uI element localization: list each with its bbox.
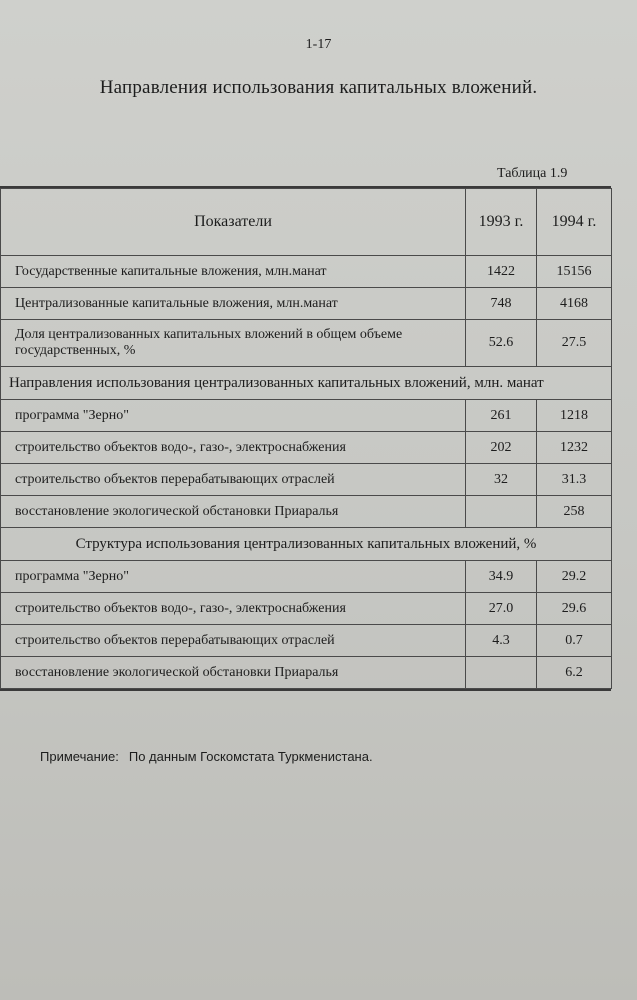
section-heading-row [1, 367, 612, 400]
row-label: Централизованные капитальные вложения, млн.манат [1, 288, 466, 320]
value-1993: 1422 [466, 256, 537, 288]
value-1994: 258 [537, 496, 612, 528]
value-1994: 31.3 [537, 464, 612, 496]
section-heading: Структура использования централизованных капитальных вложений, % [1, 528, 612, 561]
page-title: Направления использования капитальных вложений. [99, 77, 538, 98]
table-row [1, 400, 612, 432]
value-1994: 29.2 [537, 561, 612, 593]
value-1993 [466, 657, 537, 689]
row-label: строительство объектов водо-, газо-, электроснабжения [1, 593, 466, 625]
section-heading-row [1, 528, 612, 561]
value-1993: 4.3 [466, 625, 537, 657]
value-1994: 4168 [537, 288, 612, 320]
value-1994: 1218 [537, 400, 612, 432]
row-label: восстановление экологической обстановки Приаралья [1, 496, 466, 528]
value-1993: 34.9 [466, 561, 537, 593]
table-header-row [1, 189, 612, 256]
row-label: Доля централизованных капитальных вложений в общем объеме государственных, % [1, 320, 466, 367]
table-row [1, 593, 612, 625]
data-table-frame [0, 186, 611, 691]
value-1993: 27.0 [466, 593, 537, 625]
table-row [1, 432, 612, 464]
footnote-label: Примечание: [40, 749, 119, 764]
footnote [40, 749, 373, 764]
footnote-text: По данным Госкомстата Туркменистана. [128, 749, 373, 764]
table-row [1, 561, 612, 593]
row-label: программа "Зерно" [1, 561, 466, 593]
header-1994: 1994 г. [537, 189, 612, 256]
value-1993: 261 [466, 400, 537, 432]
table-row [1, 657, 612, 689]
section-heading: Направления использования централизованных капитальных вложений, млн. манат [1, 367, 612, 400]
table-caption: Таблица 1.9 [497, 166, 568, 181]
table-row [1, 625, 612, 657]
value-1994: 1232 [537, 432, 612, 464]
table-row [1, 320, 612, 367]
data-table [0, 188, 612, 689]
value-1994: 15156 [537, 256, 612, 288]
row-label: строительство объектов водо-, газо-, электроснабжения [1, 432, 466, 464]
page-number: 1-17 [305, 37, 332, 52]
row-label: восстановление экологической обстановки Приаралья [1, 657, 466, 689]
row-label: строительство объектов перерабатывающих отраслей [1, 625, 466, 657]
value-1994: 27.5 [537, 320, 612, 367]
table-row [1, 464, 612, 496]
value-1994: 0.7 [537, 625, 612, 657]
header-1993: 1993 г. [466, 189, 537, 256]
value-1993: 52.6 [466, 320, 537, 367]
row-label: Государственные капитальные вложения, млн.манат [1, 256, 466, 288]
value-1993: 32 [466, 464, 537, 496]
value-1994: 6.2 [537, 657, 612, 689]
value-1993: 202 [466, 432, 537, 464]
table-row [1, 496, 612, 528]
table-row [1, 256, 612, 288]
value-1993 [466, 496, 537, 528]
value-1993: 748 [466, 288, 537, 320]
header-indicators: Показатели [1, 189, 466, 256]
row-label: строительство объектов перерабатывающих отраслей [1, 464, 466, 496]
table-row [1, 288, 612, 320]
row-label: программа "Зерно" [1, 400, 466, 432]
value-1994: 29.6 [537, 593, 612, 625]
